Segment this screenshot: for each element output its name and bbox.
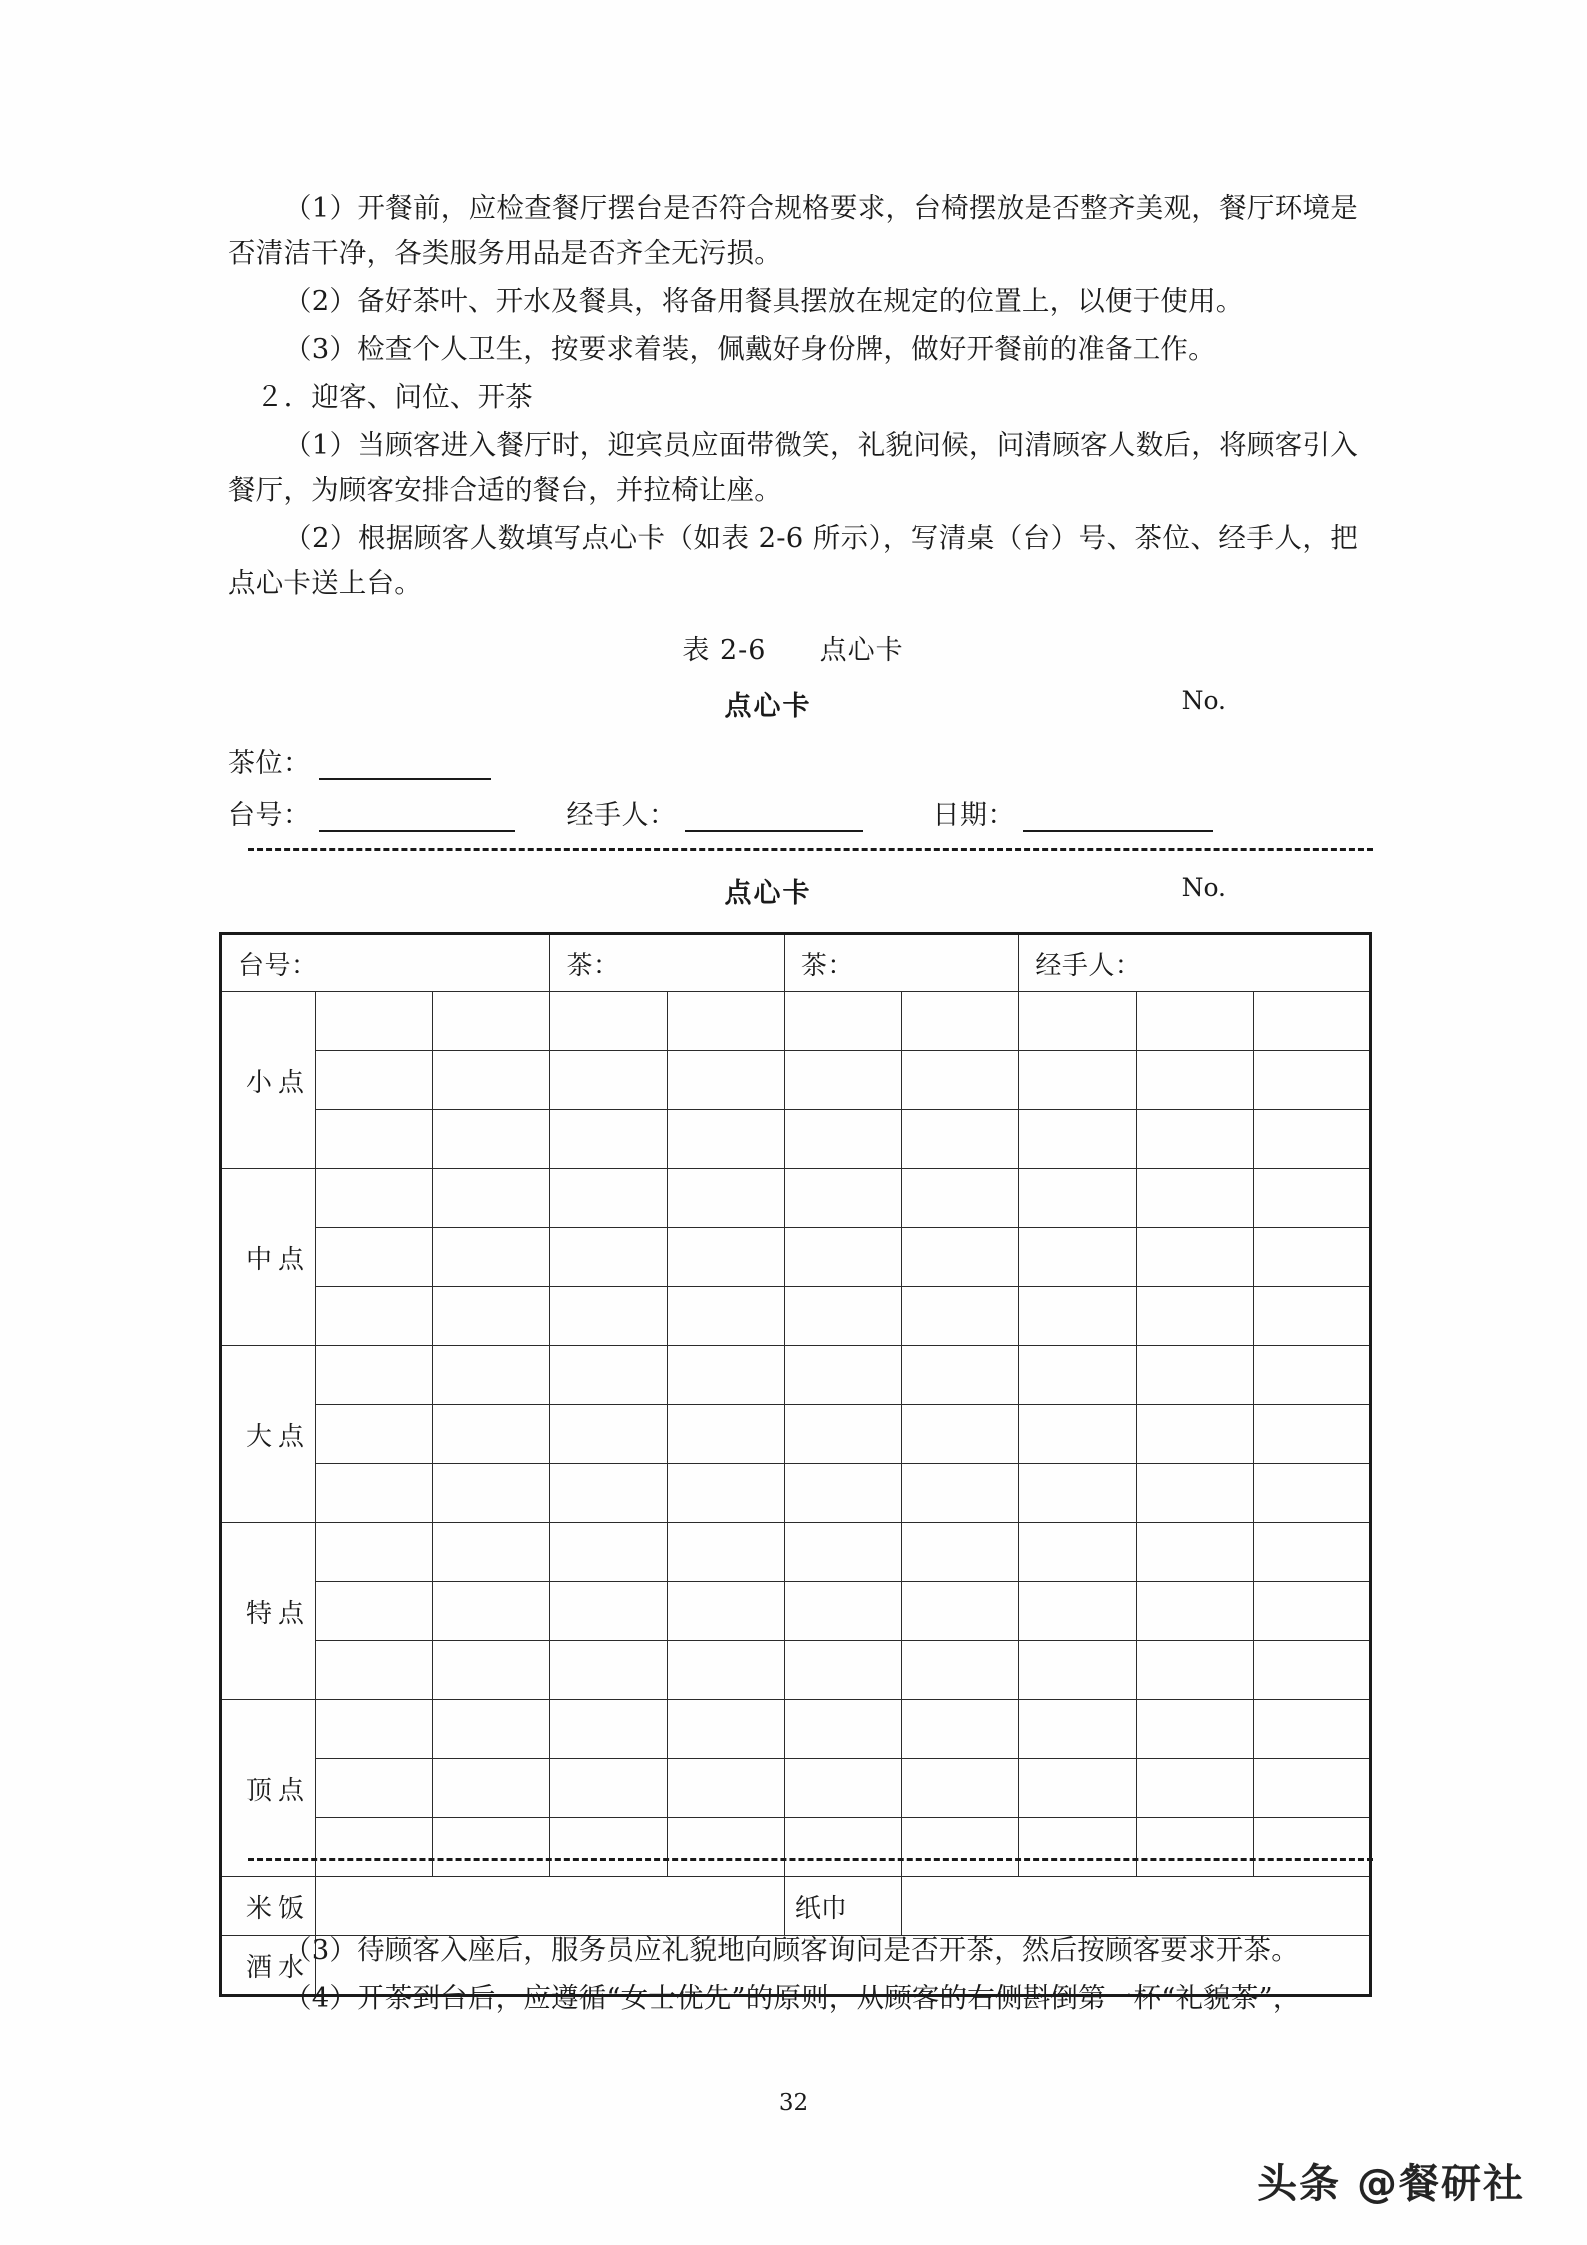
grid-cell[interactable] <box>316 1641 433 1700</box>
grid-cell[interactable] <box>433 1346 550 1405</box>
grid-cell[interactable] <box>667 1405 784 1464</box>
grid-cell[interactable] <box>433 1405 550 1464</box>
table-title: 点心卡 <box>819 635 904 666</box>
card-header <box>228 684 1378 728</box>
grid-cell[interactable] <box>1019 1641 1136 1700</box>
grid-cell[interactable] <box>784 992 901 1051</box>
field-label: 茶位： <box>228 748 311 779</box>
grid-cell[interactable] <box>902 1051 1019 1110</box>
grid-cell[interactable] <box>784 1818 901 1877</box>
grid-cell[interactable] <box>316 1877 785 1936</box>
grid-cell[interactable] <box>316 1523 433 1582</box>
tear-off-dashed-line-bottom <box>248 1858 1373 1861</box>
paragraph: （1）当顾客进入餐厅时，迎宾员应面带微笑，礼貌问候，问清顾客人数后，将顾客引入餐厅，为顾客安排合适的餐台，并拉椅让座。 <box>228 429 1358 506</box>
grid-cell[interactable] <box>316 1405 433 1464</box>
grid-cell[interactable] <box>1019 1169 1136 1228</box>
grid-row-label: 纸巾 <box>784 1877 901 1936</box>
grid-cell[interactable] <box>1253 992 1370 1051</box>
grid-cell[interactable] <box>316 1464 433 1523</box>
grid-cell[interactable] <box>667 992 784 1051</box>
fill-in-blank[interactable] <box>1023 808 1213 832</box>
grid-cell[interactable] <box>1136 1700 1253 1759</box>
grid-cell[interactable] <box>550 1169 667 1228</box>
grid-cell[interactable] <box>784 1759 901 1818</box>
grid-cell[interactable] <box>902 1523 1019 1582</box>
card-title-second: 点心卡 <box>724 878 812 909</box>
grid-cell[interactable] <box>1253 1287 1370 1346</box>
grid-cell[interactable] <box>433 1228 550 1287</box>
grid-cell[interactable] <box>1019 1700 1136 1759</box>
grid-row-label: 酒水 <box>221 1936 316 1996</box>
grid-cell[interactable] <box>550 1405 667 1464</box>
grid-cell[interactable] <box>550 1818 667 1877</box>
grid-cell[interactable] <box>316 1582 433 1641</box>
grid-cell[interactable] <box>784 1346 901 1405</box>
grid-cell[interactable] <box>316 1818 433 1877</box>
paragraph: （2）备好茶叶、开水及餐具，将备用餐具摆放在规定的位置上，以便于使用。 <box>284 285 1244 317</box>
field-date <box>933 793 1214 832</box>
grid-cell[interactable] <box>316 1228 433 1287</box>
grid-cell[interactable] <box>1253 1700 1370 1759</box>
grid-cell[interactable] <box>550 1228 667 1287</box>
grid-cell[interactable] <box>550 1110 667 1169</box>
dim-sum-card-stub <box>228 684 1378 915</box>
card-number-label-second: No. <box>1181 873 1226 902</box>
grid-cell[interactable] <box>1136 1051 1253 1110</box>
grid-row-label: 顶点 <box>221 1700 316 1877</box>
grid-cell[interactable] <box>1019 1582 1136 1641</box>
grid-cell[interactable] <box>667 1641 784 1700</box>
grid-cell[interactable] <box>433 1641 550 1700</box>
grid-cell[interactable] <box>902 1700 1019 1759</box>
grid-cell[interactable] <box>316 1700 433 1759</box>
table-row <box>221 1287 1371 1346</box>
grid-cell[interactable] <box>784 1228 901 1287</box>
grid-cell[interactable] <box>433 1759 550 1818</box>
grid-cell[interactable] <box>667 1287 784 1346</box>
grid-cell[interactable] <box>902 1759 1019 1818</box>
table-row <box>221 1051 1371 1110</box>
grid-cell[interactable] <box>667 1110 784 1169</box>
grid-cell[interactable] <box>784 1051 901 1110</box>
grid-cell[interactable] <box>1253 1759 1370 1818</box>
grid-cell[interactable] <box>1019 1346 1136 1405</box>
grid-cell[interactable] <box>667 1228 784 1287</box>
table-row <box>221 1523 1371 1582</box>
grid-cell[interactable] <box>784 1287 901 1346</box>
grid-cell[interactable] <box>1136 1641 1253 1700</box>
grid-cell[interactable] <box>784 1641 901 1700</box>
field-row-table-handler-date <box>228 794 1378 832</box>
page-number: 32 <box>778 2090 809 2116</box>
paragraph: （1）开餐前，应检查餐厅摆台是否符合规格要求，台椅摆放是否整齐美观，餐厅环境是否清洁干净，各类服务用品是否齐全无污损。 <box>228 192 1358 269</box>
grid-cell[interactable] <box>1253 1051 1370 1110</box>
table-row <box>221 1346 1371 1405</box>
field-table-no <box>228 793 515 832</box>
grid-cell[interactable] <box>667 1582 784 1641</box>
grid-cell[interactable] <box>1136 992 1253 1051</box>
grid-cell[interactable] <box>784 1523 901 1582</box>
grid-cell[interactable] <box>1136 1228 1253 1287</box>
grid-cell[interactable] <box>316 1346 433 1405</box>
grid-cell[interactable] <box>550 992 667 1051</box>
grid-cell[interactable] <box>784 1464 901 1523</box>
table-row <box>221 1228 1371 1287</box>
grid-cell[interactable] <box>1253 1464 1370 1523</box>
table-row <box>221 1464 1371 1523</box>
grid-cell[interactable] <box>550 1346 667 1405</box>
grid-cell[interactable] <box>550 1051 667 1110</box>
grid-cell[interactable] <box>433 1582 550 1641</box>
grid-cell[interactable] <box>550 1700 667 1759</box>
grid-cell[interactable] <box>316 1759 433 1818</box>
grid-header-row <box>221 934 1371 992</box>
grid-cell[interactable] <box>784 1110 901 1169</box>
table-row <box>221 1582 1371 1641</box>
grid-cell[interactable] <box>433 1110 550 1169</box>
tear-off-dashed-line <box>248 848 1373 851</box>
grid-cell[interactable] <box>550 1523 667 1582</box>
table-row <box>221 1759 1371 1818</box>
grid-row-label: 小点 <box>221 992 316 1169</box>
table-row <box>221 1169 1371 1228</box>
grid-row-label: 特点 <box>221 1523 316 1700</box>
grid-header-cell: 经手人： <box>1019 934 1371 992</box>
grid-cell[interactable] <box>1019 1523 1136 1582</box>
grid-cell[interactable] <box>550 1759 667 1818</box>
fill-in-blank[interactable] <box>319 808 515 832</box>
grid-cell[interactable] <box>316 1169 433 1228</box>
grid-cell[interactable] <box>667 1464 784 1523</box>
grid-cell[interactable] <box>1253 1818 1370 1877</box>
grid-cell[interactable] <box>433 1818 550 1877</box>
table-number: 表 2-6 <box>682 635 767 666</box>
field-label: 台号： <box>228 800 311 831</box>
grid-cell[interactable] <box>1253 1169 1370 1228</box>
grid-cell[interactable] <box>1136 1169 1253 1228</box>
grid-cell[interactable] <box>902 1582 1019 1641</box>
table-row <box>221 1818 1371 1877</box>
grid-cell[interactable] <box>316 1051 433 1110</box>
dim-sum-grid-table <box>219 932 1369 1997</box>
grid-cell[interactable] <box>316 1110 433 1169</box>
grid-cell[interactable] <box>667 1346 784 1405</box>
grid-cell[interactable] <box>1019 1405 1136 1464</box>
field-handler <box>567 793 863 832</box>
field-row-tea-seat <box>228 742 1378 780</box>
order-grid <box>219 932 1372 1997</box>
grid-cell[interactable] <box>902 1228 1019 1287</box>
grid-cell[interactable] <box>784 1582 901 1641</box>
table-caption <box>228 628 1358 667</box>
grid-cell[interactable] <box>1019 1818 1136 1877</box>
grid-cell[interactable] <box>1253 1346 1370 1405</box>
grid-cell[interactable] <box>1253 1405 1370 1464</box>
card-number-label: No. <box>1181 686 1226 715</box>
grid-cell[interactable] <box>433 1287 550 1346</box>
field-tea-seat <box>228 741 491 780</box>
card-header-second <box>228 871 1378 915</box>
grid-cell[interactable] <box>1136 1582 1253 1641</box>
grid-cell[interactable] <box>550 1641 667 1700</box>
grid-row-label: 中点 <box>221 1169 316 1346</box>
grid-cell[interactable] <box>433 1700 550 1759</box>
fill-in-blank[interactable] <box>319 756 491 780</box>
paragraph: （2）根据顾客人数填写点心卡（如表 2-6 所示），写清桌（台）号、茶位、经手人，把点心卡送上台。 <box>228 522 1358 599</box>
grid-cell[interactable] <box>1136 1464 1253 1523</box>
grid-cell[interactable] <box>1136 1346 1253 1405</box>
grid-cell[interactable] <box>1136 1287 1253 1346</box>
grid-cell[interactable] <box>550 1287 667 1346</box>
grid-cell[interactable] <box>902 1110 1019 1169</box>
grid-cell[interactable] <box>1136 1759 1253 1818</box>
field-label: 日期： <box>932 800 1015 831</box>
grid-cell[interactable] <box>667 1759 784 1818</box>
grid-cell[interactable] <box>902 1169 1019 1228</box>
table-row <box>221 1877 1371 1936</box>
grid-cell[interactable] <box>902 1818 1019 1877</box>
grid-cell[interactable] <box>784 1405 901 1464</box>
grid-cell[interactable] <box>784 1700 901 1759</box>
grid-cell[interactable] <box>1136 1110 1253 1169</box>
grid-header-cell: 台号： <box>221 934 550 992</box>
table-row <box>221 1700 1371 1759</box>
grid-cell[interactable] <box>550 1582 667 1641</box>
grid-cell[interactable] <box>316 1287 433 1346</box>
grid-cell[interactable] <box>902 1877 1371 1936</box>
grid-cell[interactable] <box>1136 1523 1253 1582</box>
grid-cell[interactable] <box>1253 1582 1370 1641</box>
grid-cell[interactable] <box>1019 992 1136 1051</box>
grid-cell[interactable] <box>902 992 1019 1051</box>
grid-cell[interactable] <box>1019 1228 1136 1287</box>
body-text-bottom <box>228 1928 1378 2024</box>
grid-cell[interactable] <box>1019 1464 1136 1523</box>
grid-cell[interactable] <box>433 1464 550 1523</box>
grid-cell[interactable] <box>902 1641 1019 1700</box>
grid-cell[interactable] <box>667 1700 784 1759</box>
grid-cell[interactable] <box>667 1523 784 1582</box>
grid-cell[interactable] <box>1019 1110 1136 1169</box>
paragraph: （3）待顾客入座后，服务员应礼貌地向顾客询问是否开茶，然后按顾客要求开茶。 <box>284 1934 1299 1966</box>
grid-cell[interactable] <box>1253 1110 1370 1169</box>
grid-cell[interactable] <box>1136 1818 1253 1877</box>
grid-cell[interactable] <box>667 1818 784 1877</box>
section-heading: ２．迎客、问位、开茶 <box>256 381 533 413</box>
grid-cell[interactable] <box>1253 1523 1370 1582</box>
grid-cell[interactable] <box>433 992 550 1051</box>
paragraph: （3）检查个人卫生，按要求着装，佩戴好身份牌，做好开餐前的准备工作。 <box>284 333 1216 365</box>
grid-cell[interactable] <box>316 992 433 1051</box>
table-row <box>221 992 1371 1051</box>
grid-cell[interactable] <box>1019 1051 1136 1110</box>
grid-cell[interactable] <box>550 1464 667 1523</box>
card-title: 点心卡 <box>724 691 812 722</box>
grid-cell[interactable] <box>433 1051 550 1110</box>
grid-cell[interactable] <box>902 1287 1019 1346</box>
grid-cell[interactable] <box>902 1464 1019 1523</box>
grid-header-cell: 茶： <box>550 934 784 992</box>
grid-cell[interactable] <box>1019 1759 1136 1818</box>
table-row <box>221 1405 1371 1464</box>
grid-cell[interactable] <box>433 1523 550 1582</box>
table-row <box>221 1641 1371 1700</box>
grid-cell[interactable] <box>1253 1228 1370 1287</box>
grid-cell[interactable] <box>433 1169 550 1228</box>
grid-cell[interactable] <box>902 1346 1019 1405</box>
grid-row-label: 大点 <box>221 1346 316 1523</box>
grid-cell[interactable] <box>1253 1641 1370 1700</box>
grid-cell[interactable] <box>667 1051 784 1110</box>
grid-cell[interactable] <box>784 1169 901 1228</box>
fill-in-blank[interactable] <box>685 808 863 832</box>
grid-cell[interactable] <box>1136 1405 1253 1464</box>
grid-cell[interactable] <box>1019 1287 1136 1346</box>
body-text-top <box>228 186 1358 609</box>
grid-cell[interactable] <box>902 1405 1019 1464</box>
grid-header-cell: 茶： <box>784 934 1018 992</box>
paragraph: （4）开茶到台后，应遵循“女士优先”的原则，从顾客的右侧斟倒第一杯“礼貌茶”， <box>284 1982 1301 2014</box>
table-row <box>221 1110 1371 1169</box>
grid-row-label: 米饭 <box>221 1877 316 1936</box>
watermark: 头条 @餐研社 <box>1257 2161 1525 2207</box>
field-label: 经手人： <box>566 800 677 831</box>
grid-cell[interactable] <box>667 1169 784 1228</box>
